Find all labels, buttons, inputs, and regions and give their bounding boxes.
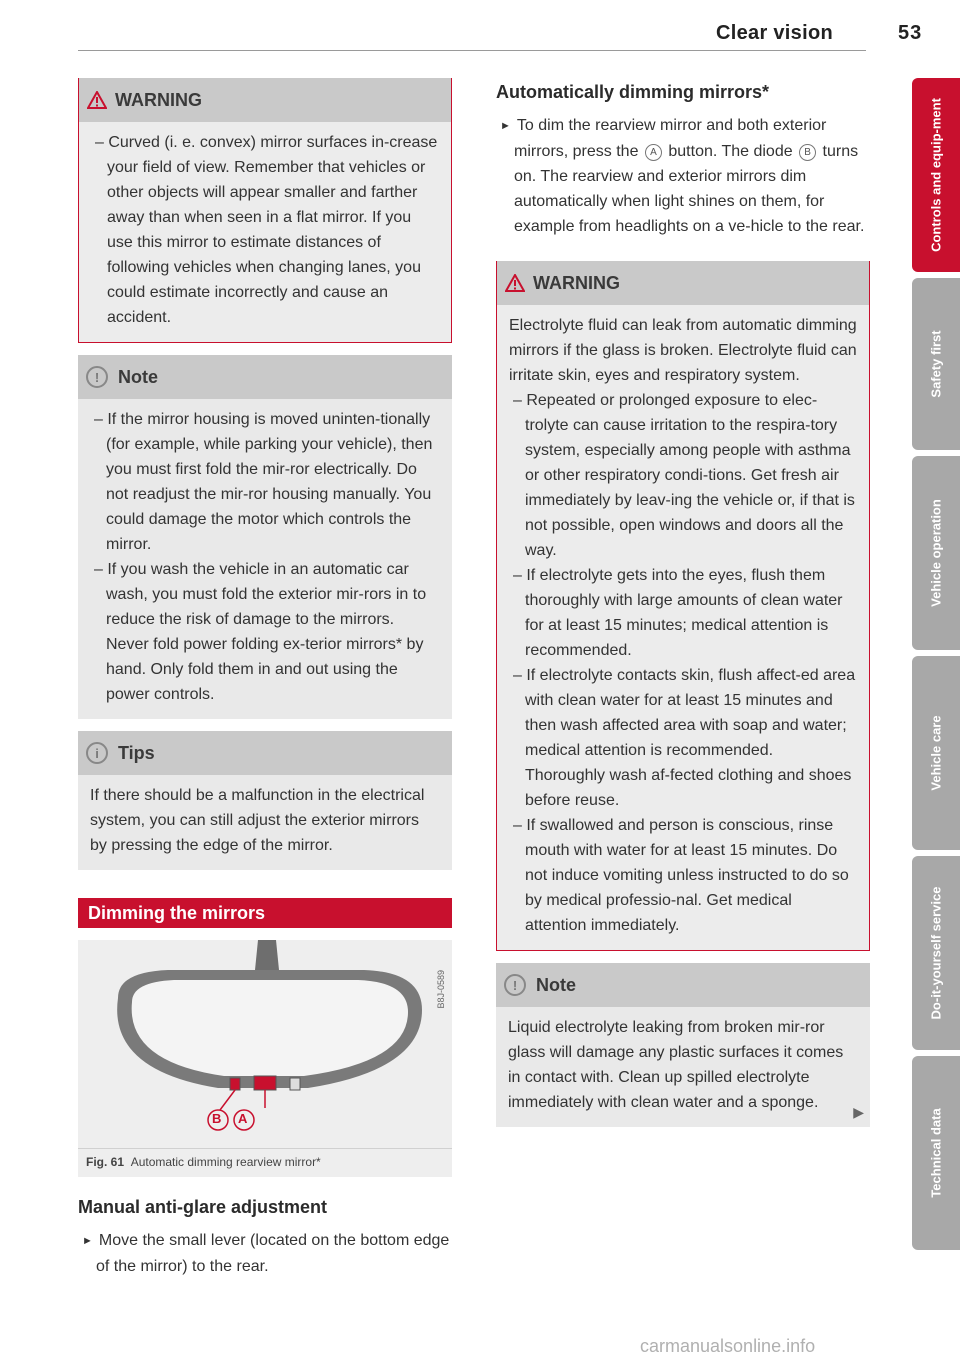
tab-label: Vehicle care bbox=[928, 715, 944, 791]
rearview-mirror-illustration bbox=[78, 940, 452, 1148]
info-icon: i bbox=[86, 742, 108, 764]
warning-triangle-icon bbox=[87, 91, 107, 109]
left-column bbox=[78, 78, 452, 1279]
note-exclamation-icon: ! bbox=[504, 974, 526, 996]
figure-number: Fig. 61 bbox=[86, 1155, 125, 1169]
warning-body bbox=[79, 122, 451, 342]
note-body bbox=[78, 399, 452, 719]
chapter-tabs bbox=[912, 78, 960, 1256]
warning-triangle-icon bbox=[505, 274, 525, 292]
tab-technical-data[interactable] bbox=[912, 1056, 960, 1250]
note-box-mirror-housing bbox=[78, 355, 452, 719]
note-label: Note bbox=[118, 366, 158, 387]
figure-caption bbox=[78, 1148, 452, 1177]
step-arrow-icon: ► bbox=[500, 120, 511, 132]
note-exclamation-icon: ! bbox=[86, 366, 108, 388]
figure-rearview-mirror bbox=[78, 940, 452, 1148]
note-header bbox=[496, 963, 870, 1007]
manual-anti-glare-text: Move the small lever (located on the bottom edge of the mirror) to the rear. bbox=[96, 1232, 450, 1275]
tips-text: If there should be a malfunction in the electrical system, you can still adjust the exterior mirrors by pressing the edge of the mirror. bbox=[90, 787, 425, 854]
tips-box bbox=[78, 731, 452, 870]
auto-dimming-heading: Automatically dimming mirrors* bbox=[496, 82, 770, 102]
manual-anti-glare-heading: Manual anti-glare adjustment bbox=[78, 1197, 328, 1217]
warning-item: – Repeated or prolonged exposure to elec-trolyte can cause irritation to the respira-tory system, especially among people with asthma or other respiratory condi-tions. Get fresh air immediately by leav-ing the vehicle or, if that is not possible, open windows and doors all the way. bbox=[513, 392, 855, 559]
tab-label: Do-it-yourself service bbox=[928, 886, 944, 1020]
step-arrow-icon: ► bbox=[82, 1235, 93, 1247]
running-header-title: Clear vision bbox=[716, 22, 833, 44]
auto-dimming-step bbox=[496, 113, 870, 239]
warning-item: – If electrolyte contacts skin, flush affect-ed area with clean water for at least 15 minutes and then wash affected area with soap and water; medical attention is recommended. Thoroughly wash af-fected clothing and shoes before reuse. bbox=[513, 667, 856, 809]
auto-dimming-text-1: To dim the rearview mirror and both exterior mirrors, press the bbox=[514, 117, 827, 160]
warning-box-curved-mirror bbox=[78, 78, 452, 343]
watermark: carmanualsonline.info bbox=[640, 1336, 816, 1356]
note-box-electrolyte bbox=[496, 963, 870, 1127]
note-text: Liquid electrolyte leaking from broken mir-ror glass will damage any plastic surfaces it comes in contact with. Clean up spilled electrolyte immediately with clean water and a sponge. bbox=[508, 1019, 844, 1111]
tab-controls-and-equipment[interactable] bbox=[912, 78, 960, 272]
note-header bbox=[78, 355, 452, 399]
note-body bbox=[496, 1007, 870, 1127]
note-label: Note bbox=[536, 974, 576, 995]
figure-code: B8J-0589 bbox=[436, 970, 446, 1009]
header-rule bbox=[78, 50, 866, 51]
button-a-symbol: A bbox=[645, 144, 662, 161]
tab-label: Technical data bbox=[928, 1108, 944, 1198]
warning-intro: Electrolyte fluid can leak from automatic dimming mirrors if the glass is broken. Electrolyte fluid can irritate skin, eyes and respiratory system. bbox=[509, 317, 857, 384]
warning-item: – If swallowed and person is conscious, rinse mouth with water for at least 15 minutes. Do not induce vomiting unless instructed to do so by medical professio-nal. Get medical attention immediately. bbox=[513, 817, 849, 934]
tips-body bbox=[78, 775, 452, 870]
warning-header bbox=[497, 261, 869, 305]
auto-dimming-text-3: turns on. The rearview and exterior mirrors dim automatically when light shines on them, for example from headlights on a ve-hicle to the rear. bbox=[514, 143, 865, 235]
warning-item: – Curved (i. e. convex) mirror surfaces in-crease your field of view. Remember that vehicles or other objects will appear smaller and farther away than when seen in a flat mirror. If you use this mirror to estimate distances of following vehicles when changing lanes, you could estimate incorrectly and cause an accident. bbox=[95, 134, 438, 326]
tips-header bbox=[78, 731, 452, 775]
tab-do-it-yourself-service[interactable] bbox=[912, 856, 960, 1050]
tab-vehicle-care[interactable] bbox=[912, 656, 960, 850]
tab-vehicle-operation[interactable] bbox=[912, 456, 960, 650]
figure-caption-text: Automatic dimming rearview mirror* bbox=[130, 1155, 321, 1169]
page-number: 53 bbox=[898, 22, 923, 44]
continued-arrow-icon: ▶ bbox=[853, 1104, 864, 1120]
warning-body bbox=[497, 305, 869, 950]
tab-label: Vehicle operation bbox=[928, 499, 944, 607]
note-item: – If you wash the vehicle in an automatic car wash, you must fold the exterior mir-rors in to reduce the risk of damage to the mirrors. Never fold power folding ex-terior mirrors* by hand. Only fold them in and out using the power controls. bbox=[94, 561, 427, 703]
auto-dimming-text-2: button. The diode bbox=[668, 143, 793, 160]
right-column bbox=[496, 78, 870, 1139]
warning-box-electrolyte bbox=[496, 261, 870, 951]
note-item: – If the mirror housing is moved uninten-tionally (for example, while parking your vehicle), then you must first fold the mir-ror electrically. Do not readjust the mir-ror housing manually. You could damage the motor which controls the mirror. bbox=[94, 411, 433, 553]
tab-label: Controls and equip-ment bbox=[928, 98, 944, 252]
tab-label: Safety first bbox=[928, 330, 944, 398]
tab-safety-first[interactable] bbox=[912, 278, 960, 450]
section-title-dimming: Dimming the mirrors bbox=[78, 898, 452, 928]
tips-label: Tips bbox=[118, 742, 155, 763]
callout-a-label: A bbox=[238, 1111, 248, 1126]
diode-b-symbol: B bbox=[799, 144, 816, 161]
warning-header bbox=[79, 78, 451, 122]
warning-label: WARNING bbox=[115, 89, 202, 110]
callout-b-label: B bbox=[212, 1111, 222, 1126]
warning-label: WARNING bbox=[533, 272, 620, 293]
manual-anti-glare-step bbox=[78, 1228, 452, 1279]
warning-item: – If electrolyte gets into the eyes, flush them thoroughly with large amounts of clean water for at least 15 minutes; medical attention is recommended. bbox=[513, 567, 843, 659]
